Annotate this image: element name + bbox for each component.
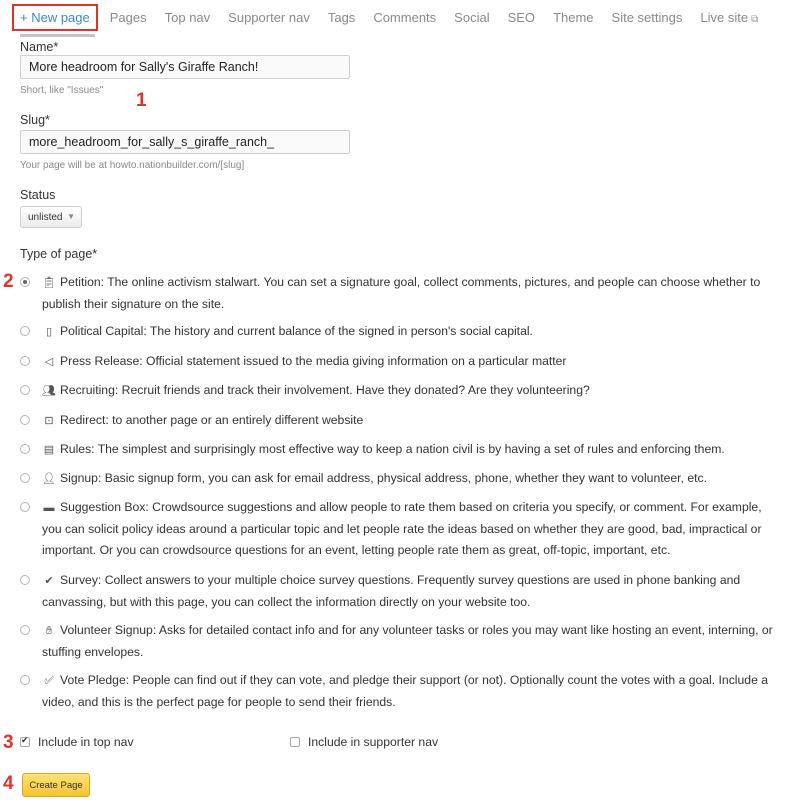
page-type-text: Survey: Collect answers to your multiple choice survey questions. Frequently survey questions are used in phone banking and canvassing, but with this page, you can collect the information directly on your website too. xyxy=(42,573,741,609)
clipboard-icon: 📋︎ xyxy=(42,277,56,289)
supporter-nav-label: Include in supporter nav xyxy=(308,735,439,749)
tab-new-page[interactable]: + New page xyxy=(12,4,98,31)
top-nav-label: Include in top nav xyxy=(38,735,134,749)
marker-2: 2 xyxy=(3,271,14,292)
slug-hint: Your page will be at howto.nationbuilder.com/[slug] xyxy=(20,160,245,171)
tab-tags[interactable]: Tags xyxy=(327,9,356,25)
checkmark-icon: ✔ xyxy=(44,575,54,587)
radio-vote-pledge[interactable] xyxy=(20,675,30,685)
people-icon: 👥︎ xyxy=(42,385,56,397)
radio-volunteer-signup[interactable] xyxy=(20,625,30,635)
chevron-down-icon: ▼ xyxy=(67,212,75,221)
page-type-text: Redirect: to another page or an entirely different website xyxy=(60,413,364,427)
page-type-text: Rules: The simplest and surprisingly most effective way to keep a nation civil is by having a set of rules and enforcing them. xyxy=(60,442,725,456)
slug-input[interactable] xyxy=(20,130,350,154)
page-type-text: Petition: The online activism stalwart. You can set a signature goal, collect comments, pictures, and people can choose whether to publish their signature on the site. xyxy=(42,275,761,311)
hand-icon: ✋︎ xyxy=(45,625,53,637)
tab-pages[interactable]: Pages xyxy=(109,9,147,25)
page-type-petition[interactable] xyxy=(20,272,775,315)
status-select-value: unlisted xyxy=(28,211,63,223)
external-link-icon: ⧉ xyxy=(751,13,759,25)
page-type-text: Suggestion Box: Crowdsource suggestions and allow people to rate them based on criteria you specify, or comment. For example, you can solicit policy ideas around a particular topic and let people rate the ideas based on whether they are good, bad, impractical or important. Or you can crowdsource questions for an event, letting people rate them as great, off-topic, important, etc. xyxy=(42,500,762,557)
radio-political-capital[interactable] xyxy=(20,326,30,336)
battery-icon: ▯ xyxy=(45,326,53,338)
create-page-button[interactable]: Create Page xyxy=(22,773,90,797)
page-type-volunteer-signup[interactable] xyxy=(20,620,775,663)
status-select[interactable] xyxy=(20,206,82,228)
check-circle-icon: ✅︎ xyxy=(44,675,54,687)
top-navigation xyxy=(20,0,776,34)
tab-comments[interactable]: Comments xyxy=(373,9,437,25)
redirect-icon: ⊡ xyxy=(44,415,54,427)
radio-redirect[interactable] xyxy=(20,415,30,425)
page-type-rules[interactable] xyxy=(20,439,775,461)
top-nav-checkbox[interactable] xyxy=(20,737,30,747)
tab-live-site-label: Live site xyxy=(700,9,749,25)
tab-social[interactable]: Social xyxy=(454,9,490,25)
megaphone-icon: ◁ xyxy=(44,356,54,368)
tab-top-nav[interactable]: Top nav xyxy=(164,9,211,25)
marker-1: 1 xyxy=(136,90,147,111)
tab-seo[interactable]: SEO xyxy=(507,9,536,25)
name-label: Name* xyxy=(20,40,59,54)
page-type-text: Vote Pledge: People can find out if they can vote, and pledge their support (or not). Optionally count the votes with a goal. Include a video, and this is the perfect page for people to send their friends. xyxy=(42,673,769,709)
supporter-nav-option[interactable] xyxy=(290,735,438,749)
supporter-nav-checkbox[interactable] xyxy=(290,737,300,747)
slug-label: Slug* xyxy=(20,113,50,127)
page-type-text: Recruiting: Recruit friends and track their involvement. Have they donated? Are they volunteering? xyxy=(60,383,590,397)
tab-live-site[interactable] xyxy=(700,10,758,25)
page-type-political-capital[interactable] xyxy=(20,321,775,343)
page-type-text: Signup: Basic signup form, you can ask for email address, physical address, phone, whether they want to volunteer, etc. xyxy=(60,471,707,485)
radio-survey[interactable] xyxy=(20,575,30,585)
page-type-redirect[interactable] xyxy=(20,410,775,432)
tab-site-settings[interactable]: Site settings xyxy=(611,9,683,25)
page-type-text: Press Release: Official statement issued to the media giving information on a particular matter xyxy=(60,354,567,368)
person-icon: 👤︎ xyxy=(42,473,56,485)
briefcase-icon: ▬ xyxy=(43,502,55,514)
name-hint: Short, like "Issues" xyxy=(20,85,104,96)
rules-icon: ▤ xyxy=(43,444,55,456)
radio-signup[interactable] xyxy=(20,473,30,483)
page-type-text: Volunteer Signup: Asks for detailed contact info and for any volunteer tasks or roles you may want like hosting an event, interning, or stuffing envelopes. xyxy=(42,623,773,659)
tab-supporter-nav[interactable]: Supporter nav xyxy=(228,9,310,25)
radio-recruiting[interactable] xyxy=(20,385,30,395)
page-type-signup[interactable] xyxy=(20,468,775,490)
page-type-suggestion-box[interactable] xyxy=(20,497,775,561)
status-label: Status xyxy=(20,188,56,202)
active-tab-underline xyxy=(20,34,95,37)
page-type-press-release[interactable] xyxy=(20,351,775,373)
top-nav-option[interactable] xyxy=(20,735,134,749)
radio-suggestion-box[interactable] xyxy=(20,502,30,512)
radio-rules[interactable] xyxy=(20,444,30,454)
page-type-survey[interactable] xyxy=(20,570,775,613)
page-type-recruiting[interactable] xyxy=(20,380,775,402)
page-type-vote-pledge[interactable] xyxy=(20,670,775,713)
marker-4: 4 xyxy=(3,773,14,794)
name-input[interactable] xyxy=(20,55,350,79)
radio-petition[interactable] xyxy=(20,277,30,287)
tab-theme[interactable]: Theme xyxy=(553,9,594,25)
radio-press-release[interactable] xyxy=(20,356,30,366)
marker-3: 3 xyxy=(3,732,14,753)
page-type-text: Political Capital: The history and current balance of the signed in person's social capital. xyxy=(60,324,533,338)
type-of-page-label: Type of page* xyxy=(20,247,98,261)
